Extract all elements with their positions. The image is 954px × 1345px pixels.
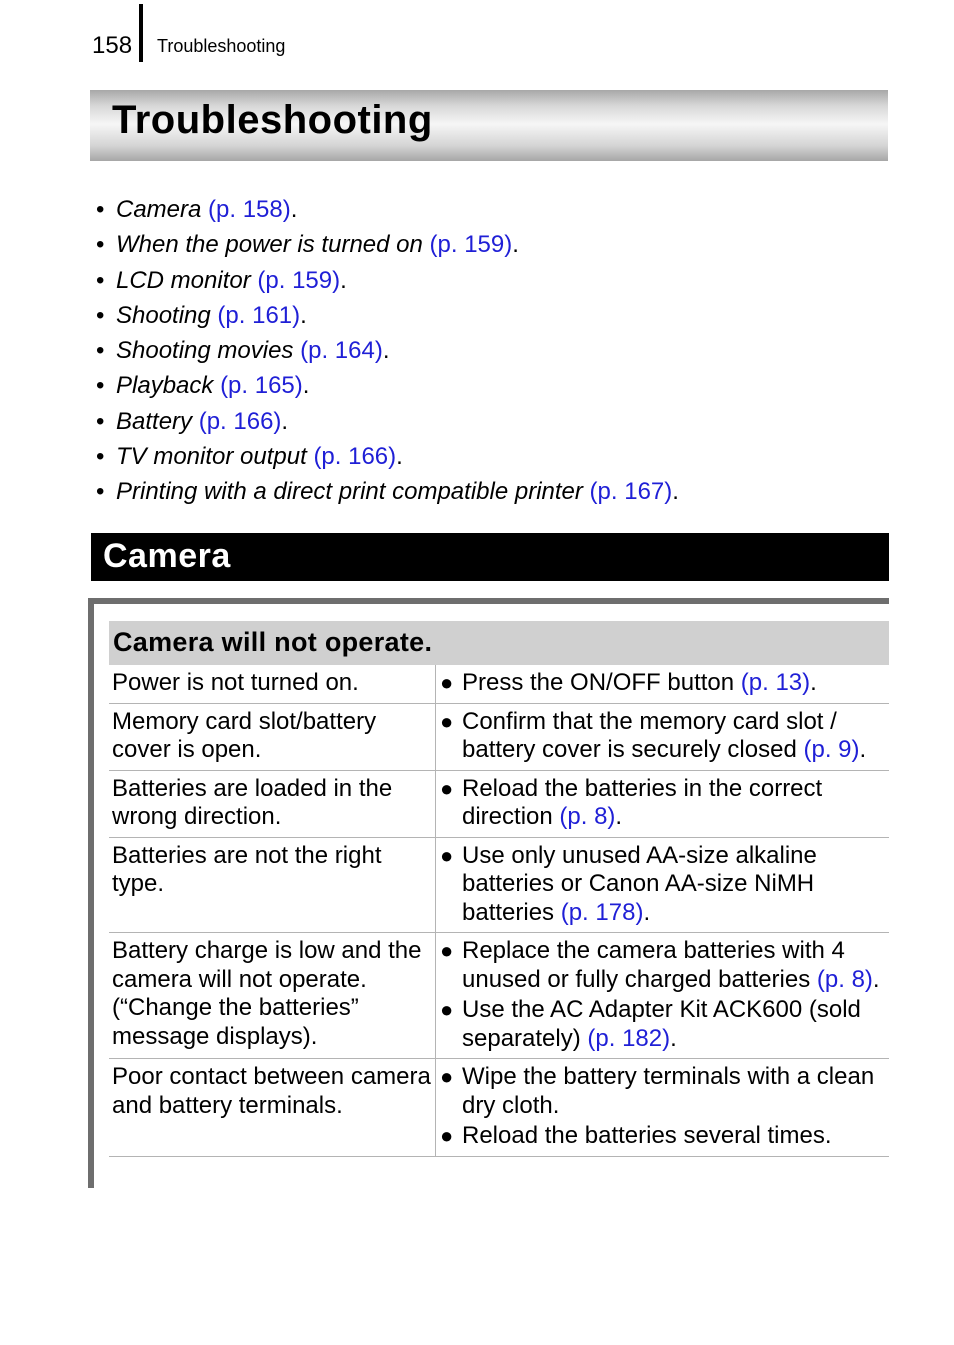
topic-period: .: [340, 266, 347, 294]
remedy-text: Reload the batteries several times.: [462, 1122, 832, 1149]
topic-item: [96, 368, 896, 403]
table-row: [109, 1059, 889, 1157]
section-frame-top: [88, 598, 889, 604]
bullet-icon: •: [96, 478, 105, 506]
topic-period: .: [672, 478, 679, 506]
bullet-icon: •: [96, 266, 105, 294]
remedy-text: Reload the batteries in the correct direction: [462, 774, 823, 830]
bullet-dot-icon: ●: [440, 708, 454, 734]
remedy-text: Replace the camera batteries with 4 unused or fully charged batteries: [462, 937, 845, 993]
table-row: [109, 665, 889, 703]
problem-remedy: [436, 770, 890, 837]
remedy-text: Confirm that the memory card slot / battery cover is securely closed: [462, 707, 837, 763]
topic-item: [96, 474, 896, 509]
topic-label: Battery: [116, 407, 193, 435]
topic-label: Playback: [116, 372, 214, 400]
page-reference-link[interactable]: (p. 164): [300, 337, 383, 365]
remedy-item: [440, 1063, 889, 1120]
topic-list: [96, 192, 896, 510]
camera-section-heading: Camera: [103, 537, 231, 575]
topic-item: [96, 298, 896, 333]
page-reference-link[interactable]: (p. 159): [257, 266, 341, 294]
problem-cause: Batteries are loaded in the wrong direction.: [109, 770, 436, 837]
page-reference-link[interactable]: (p. 166): [313, 443, 397, 471]
problem-cause: Memory card slot/battery cover is open.: [109, 703, 436, 770]
page-reference-link[interactable]: (p. 159): [429, 231, 513, 259]
page-reference-link[interactable]: (p. 182): [587, 1024, 671, 1052]
bullet-dot-icon: ●: [440, 938, 454, 963]
remedy-text: Press the ON/OFF button: [462, 669, 741, 696]
page-reference-link[interactable]: (p. 8): [559, 803, 616, 830]
bullet-dot-icon: ●: [440, 1064, 454, 1089]
remedy-text: Use only unused AA-size alkaline batteries or Canon AA-size NiMH batteries: [462, 841, 817, 926]
bullet-dot-icon: ●: [440, 997, 454, 1022]
topic-period: .: [302, 372, 310, 400]
topic-period: .: [396, 443, 403, 471]
page-number: 158: [92, 32, 133, 59]
remedy-period: .: [643, 898, 651, 926]
title-banner: [90, 90, 888, 161]
topic-period: .: [300, 301, 307, 329]
camera-section-banner: [91, 533, 889, 581]
topic-label: TV monitor output: [116, 443, 307, 471]
table-row: [109, 770, 889, 837]
remedy-item: [440, 937, 889, 994]
table-row: [109, 933, 889, 1059]
problem-remedy: [436, 933, 890, 1059]
bullet-icon: •: [96, 301, 105, 329]
topic-label: Shooting movies: [116, 337, 294, 365]
topic-item: [96, 227, 896, 262]
page-reference-link[interactable]: (p. 167): [589, 478, 673, 506]
table-row: [109, 837, 889, 933]
remedy-item: [440, 708, 889, 765]
topic-label: Shooting: [116, 301, 211, 329]
problem-cause: Poor contact between camera and battery terminals.: [109, 1059, 436, 1157]
topic-item: [96, 404, 896, 439]
problem-remedy: [436, 665, 890, 703]
problem-remedy: [436, 1059, 890, 1157]
topic-period: .: [290, 196, 298, 223]
bullet-icon: •: [96, 443, 105, 471]
running-section-title: Troubleshooting: [157, 36, 286, 56]
topic-label: When the power is turned on: [116, 231, 423, 259]
topic-label: Printing with a direct print compatible printer: [116, 478, 583, 506]
page-title: Troubleshooting: [112, 98, 433, 142]
remedy-item: [440, 775, 889, 832]
bullet-icon: •: [96, 196, 105, 223]
problem-cause: Batteries are not the right type.: [109, 837, 436, 933]
problem-remedy: [436, 837, 890, 933]
remedy-item: [440, 669, 889, 698]
troubleshooting-table: [109, 621, 889, 1157]
page-header: [0, 0, 954, 70]
remedy-item: [440, 842, 889, 928]
remedy-item: [440, 1122, 889, 1151]
topic-label: Camera: [116, 196, 202, 223]
bullet-icon: •: [96, 407, 105, 435]
topic-item: [96, 333, 896, 368]
page-reference-link[interactable]: (p. 178): [560, 898, 644, 926]
header-divider: [139, 4, 143, 62]
topic-period: .: [281, 407, 289, 435]
topic-period: .: [382, 337, 390, 365]
page-reference-link[interactable]: (p. 165): [220, 372, 303, 400]
problem-table: [109, 665, 889, 1157]
bullet-icon: •: [96, 372, 105, 400]
remedy-period: .: [670, 1024, 677, 1052]
page-reference-link[interactable]: (p. 9): [803, 736, 860, 763]
bullet-icon: •: [96, 337, 105, 365]
bullet-dot-icon: ●: [440, 775, 454, 801]
page-reference-link[interactable]: (p. 166): [198, 407, 282, 435]
page-reference-link[interactable]: (p. 8): [816, 965, 873, 993]
page-reference-link[interactable]: (p. 13): [740, 669, 811, 696]
remedy-item: [440, 996, 889, 1053]
remedy-period: .: [810, 669, 817, 696]
topic-item: [96, 263, 896, 298]
table-row: [109, 703, 889, 770]
remedy-text: Use the AC Adapter Kit ACK600 (sold separately): [462, 996, 861, 1052]
section-frame-left: [88, 598, 94, 1188]
topic-item: [96, 192, 896, 227]
bullet-dot-icon: ●: [440, 842, 454, 868]
table-heading-bar: [109, 621, 889, 665]
topic-label: LCD monitor: [116, 266, 251, 294]
remedy-period: .: [872, 965, 880, 993]
remedy-period: .: [615, 803, 623, 830]
table-heading: Camera will not operate.: [113, 627, 433, 657]
problem-cause: Power is not turned on.: [109, 665, 436, 703]
problem-cause: Battery charge is low and the camera will not operate. (“Change the batteries” message displays).: [109, 933, 436, 1059]
topic-item: [96, 439, 896, 474]
problem-remedy: [436, 703, 890, 770]
page-reference-link[interactable]: (p. 161): [217, 301, 301, 329]
page-reference-link[interactable]: (p. 158): [208, 196, 291, 223]
topic-period: .: [512, 231, 519, 259]
bullet-dot-icon: ●: [440, 1123, 454, 1148]
remedy-period: .: [859, 736, 867, 763]
bullet-icon: •: [96, 231, 105, 259]
bullet-dot-icon: ●: [440, 670, 454, 695]
remedy-text: Wipe the battery terminals with a clean dry cloth.: [462, 1063, 875, 1119]
